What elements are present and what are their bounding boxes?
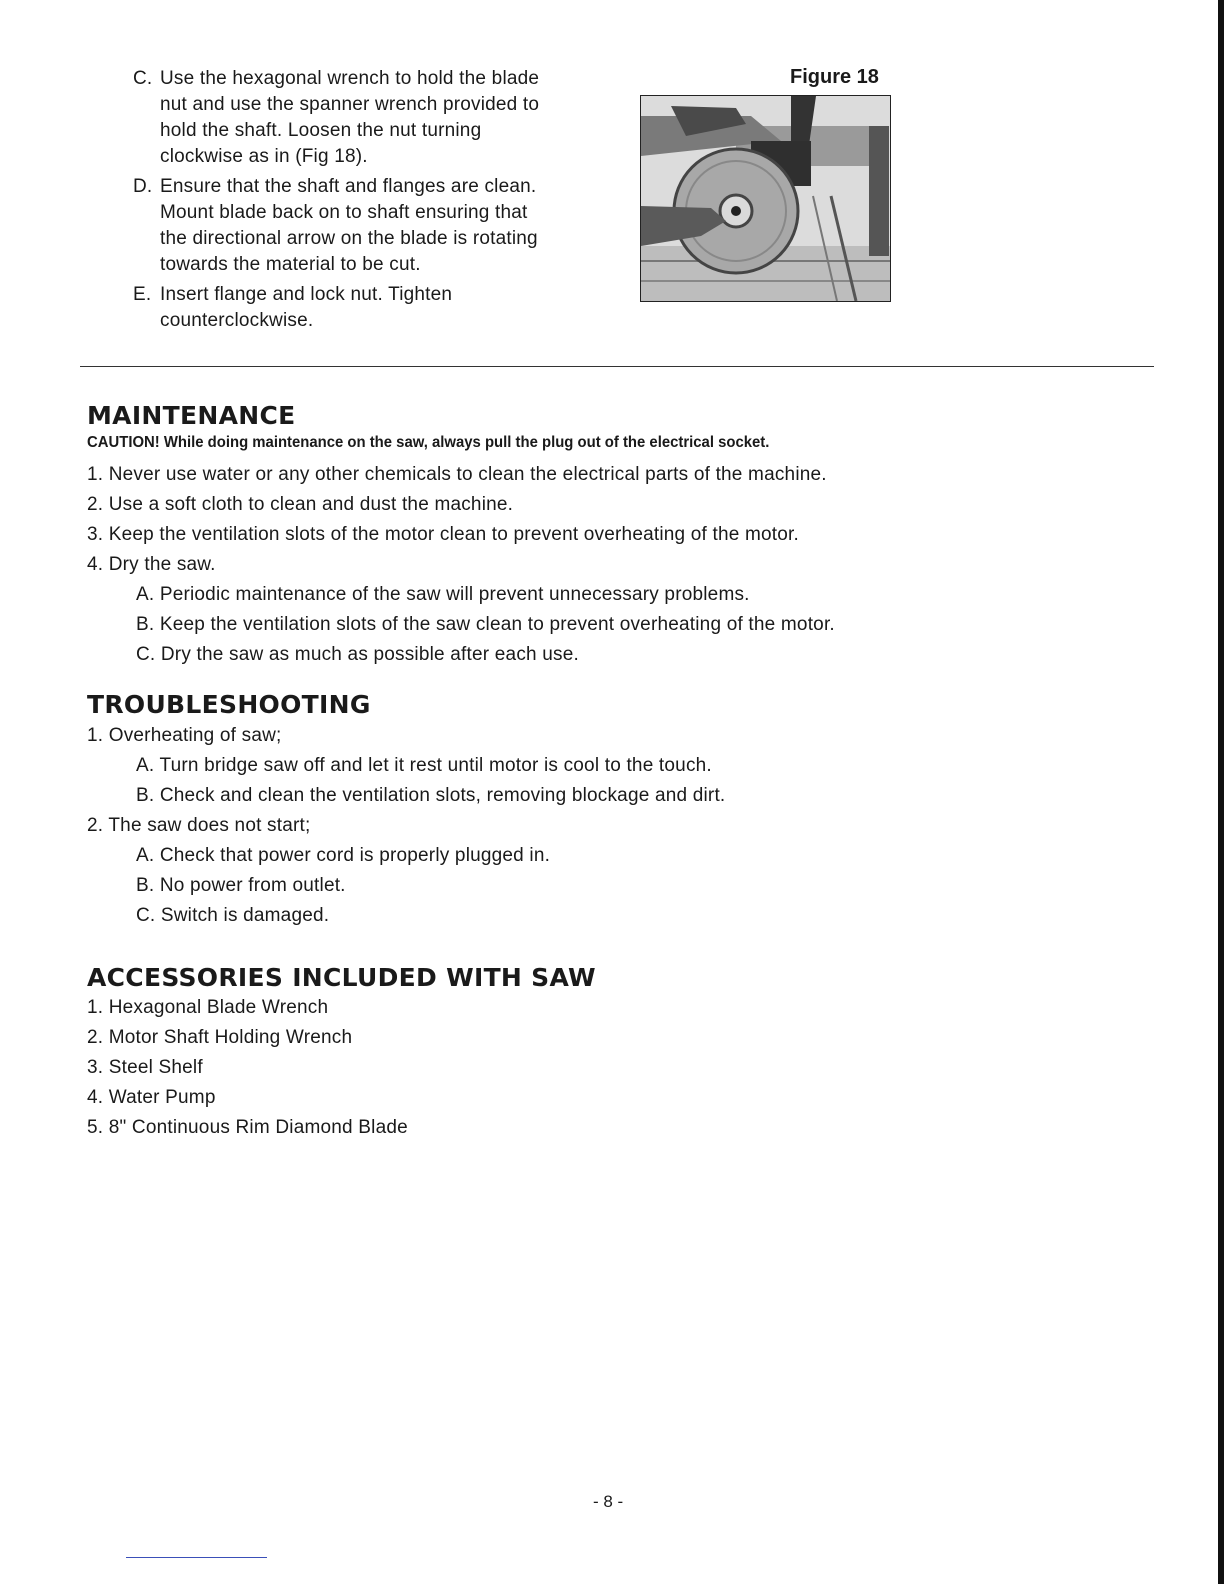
figure-18-photo: [640, 95, 891, 302]
page-number: - 8 -: [593, 1492, 624, 1511]
list-item: 1. Overheating of saw;: [87, 725, 282, 746]
figure-caption: Figure 18: [790, 66, 879, 88]
list-item: 5. 8" Continuous Rim Diamond Blade: [87, 1117, 408, 1138]
list-subitem: A. Periodic maintenance of the saw will prevent unnecessary problems.: [136, 584, 750, 605]
accessories-heading: ACCESSORIES INCLUDED WITH SAW: [87, 963, 596, 992]
step-line: Ensure that the shaft and flanges are clean.: [160, 176, 537, 197]
step-text: [160, 282, 603, 334]
page-edge-shadow: [1218, 0, 1224, 1584]
step-c: [133, 66, 603, 170]
list-subitem: C. Switch is damaged.: [136, 905, 330, 926]
step-line: clockwise as in (Fig 18).: [160, 146, 368, 167]
caution-note: CAUTION! While doing maintenance on the saw, always pull the plug out of the electrical socket.: [87, 434, 770, 451]
step-text: [160, 174, 603, 278]
list-subitem: A. Turn bridge saw off and let it rest until motor is cool to the touch.: [136, 755, 712, 776]
step-line: Insert flange and lock nut. Tighten: [160, 284, 453, 305]
step-line: hold the shaft. Loosen the nut turning: [160, 120, 482, 141]
list-item: 4. Dry the saw.: [87, 554, 216, 575]
list-item: 1. Never use water or any other chemicals to clean the electrical parts of the machine.: [87, 464, 827, 485]
list-subitem: B. No power from outlet.: [136, 875, 346, 896]
list-item: 4. Water Pump: [87, 1087, 216, 1108]
troubleshooting-list: [87, 721, 725, 931]
step-label: D.: [133, 176, 153, 197]
step-e: [133, 282, 603, 334]
list-item: 3. Steel Shelf: [87, 1057, 203, 1078]
step-line: nut and use the spanner wrench provided to: [160, 94, 540, 115]
step-d: [133, 174, 603, 278]
section-divider: [80, 366, 1154, 367]
blade-steps: [133, 66, 603, 338]
step-line: Mount blade back on to shaft ensuring that: [160, 202, 528, 223]
list-item: 2. The saw does not start;: [87, 815, 311, 836]
list-item: 1. Hexagonal Blade Wrench: [87, 997, 329, 1018]
step-line: towards the material to be cut.: [160, 254, 421, 275]
step-label: C.: [133, 68, 153, 89]
step-line: counterclockwise.: [160, 310, 314, 331]
list-subitem: A. Check that power cord is properly plugged in.: [136, 845, 551, 866]
footer-line: [126, 1557, 267, 1558]
step-label: E.: [133, 284, 152, 305]
maintenance-list: [87, 460, 835, 670]
step-line: the directional arrow on the blade is rotating: [160, 228, 538, 249]
maintenance-heading: MAINTENANCE: [87, 401, 296, 430]
step-line: Use the hexagonal wrench to hold the blade: [160, 68, 540, 89]
accessories-list: [87, 993, 408, 1143]
list-subitem: B. Keep the ventilation slots of the saw clean to prevent overheating of the motor.: [136, 614, 835, 635]
list-item: 2. Motor Shaft Holding Wrench: [87, 1027, 353, 1048]
step-text: [160, 66, 603, 170]
troubleshooting-heading: TROUBLESHOOTING: [87, 690, 371, 719]
list-subitem: B. Check and clean the ventilation slots, removing blockage and dirt.: [136, 785, 726, 806]
list-subitem: C. Dry the saw as much as possible after each use.: [136, 644, 579, 665]
list-item: 3. Keep the ventilation slots of the motor clean to prevent overheating of the motor.: [87, 524, 799, 545]
saw-blade-illustration: [641, 96, 890, 301]
list-item: 2. Use a soft cloth to clean and dust the machine.: [87, 494, 514, 515]
